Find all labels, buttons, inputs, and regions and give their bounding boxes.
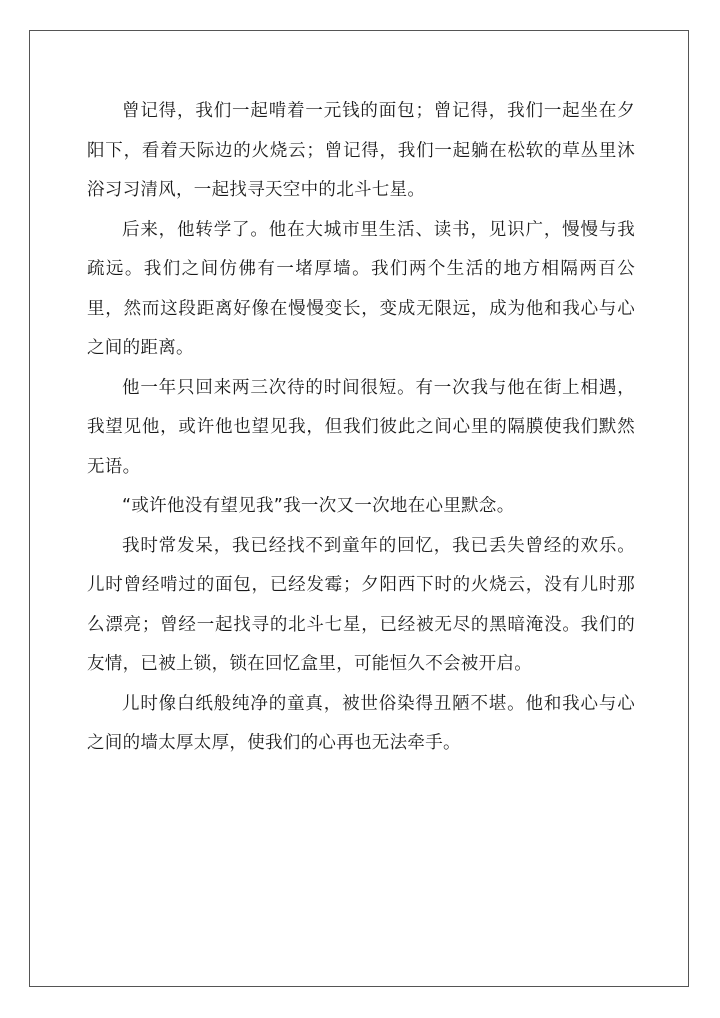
paragraph-6: 儿时像白纸般纯净的童真，被世俗染得丑陋不堪。他和我心与心之间的墙太厚太厚，使我们的心再也无法牵手。 <box>87 693 635 753</box>
document-body <box>87 92 635 764</box>
paragraph-3: 他一年只回来两三次待的时间很短。有一次我与他在街上相遇，我望见他，或许他也望见我，但我们彼此之间心里的隔膜使我们默然无语。 <box>87 377 635 477</box>
paragraph-2: 后来，他转学了。他在大城市里生活、读书，见识广，慢慢与我疏远。我们之间仿佛有一堵厚墙。我们两个生活的地方相隔两百公里，然而这段距离好像在慢慢变长，变成无限远，成为他和我心与心之间的距离。 <box>87 219 635 358</box>
paragraph-5: 我时常发呆，我已经找不到童年的回忆，我已丢失曾经的欢乐。儿时曾经啃过的面包，已经发霉；夕阳西下时的火烧云，没有儿时那么漂亮；曾经一起找寻的北斗七星，已经被无尽的黑暗淹没。我们的友情，已被上锁，锁在回忆盒里，可能恒久不会被开启。 <box>87 535 635 674</box>
paragraph-1: 曾记得，我们一起啃着一元钱的面包；曾记得，我们一起坐在夕阳下，看着天际边的火烧云；曾记得，我们一起躺在松软的草丛里沐浴习习清风，一起找寻天空中的北斗七星。 <box>87 101 635 200</box>
paragraph-4: “或许他没有望见我”我一次又一次地在心里默念。 <box>122 496 515 516</box>
